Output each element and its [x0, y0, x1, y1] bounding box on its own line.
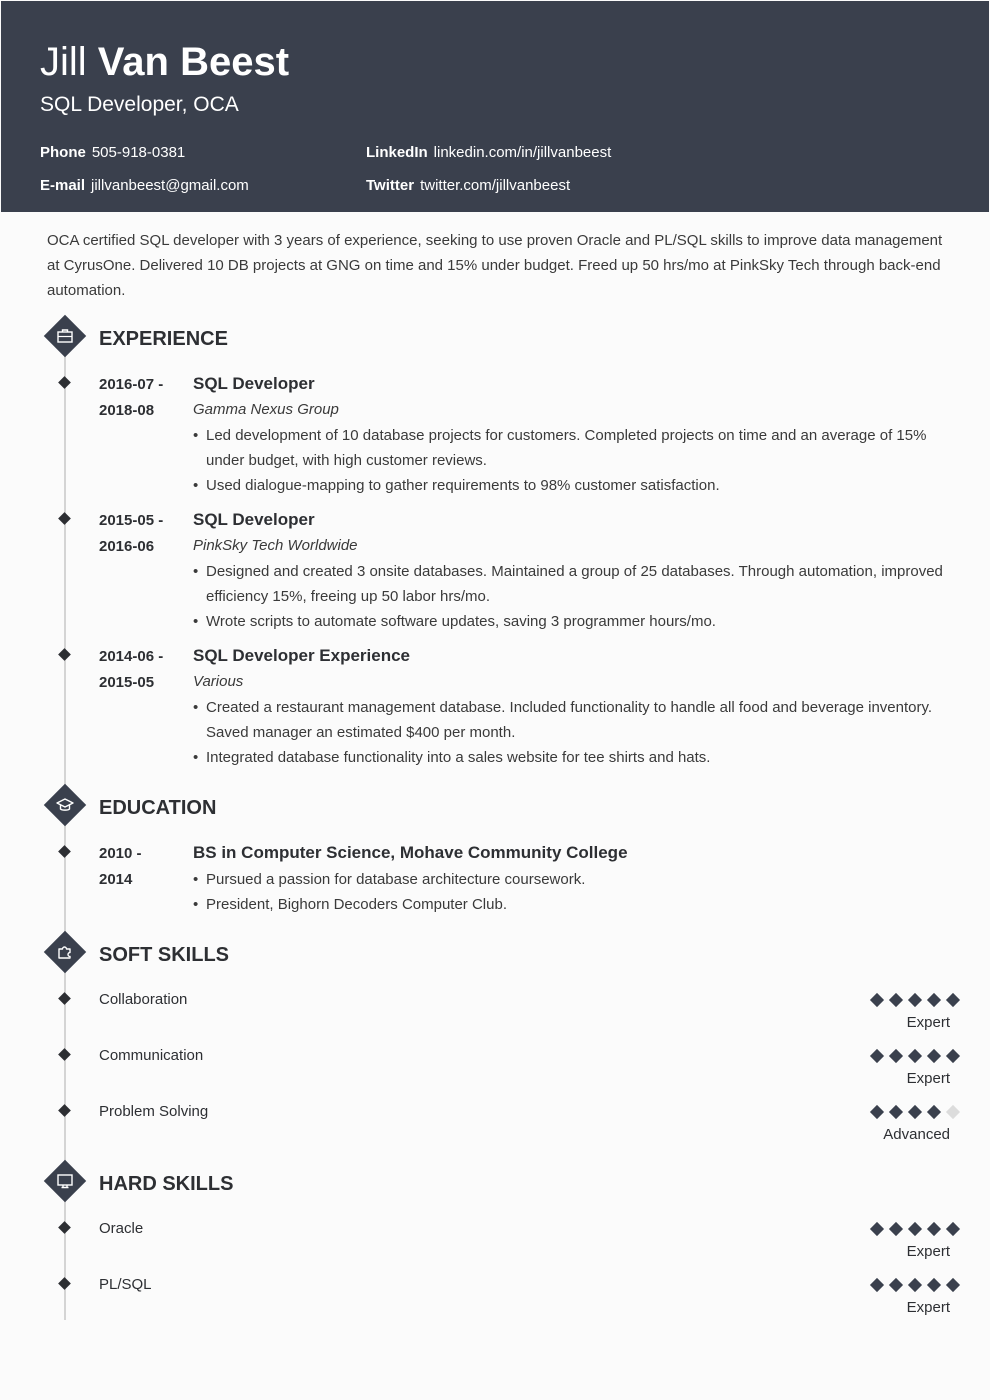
rating-diamond-filled	[870, 1278, 884, 1292]
bullet-item: • Led development of 10 database projects for customers. Completed projects on time and an average of 15% under budget, with high customer reviews.	[193, 423, 953, 473]
bullet-item: • Wrote scripts to automate software updates, saving 3 programmer hours/mo.	[193, 609, 953, 634]
bullet-item: • Used dialogue-mapping to gather requirements to 98% customer satisfaction.	[193, 473, 953, 498]
skill-name: PL/SQL	[99, 1276, 152, 1293]
position-title: SQL Developer Experience	[193, 646, 411, 665]
rating-diamond-filled	[889, 1049, 903, 1063]
position-title: SQL Developer	[193, 374, 315, 393]
company-name: Various	[193, 673, 244, 690]
education-entry	[193, 842, 953, 917]
rating-diamond-filled	[870, 1222, 884, 1236]
date-start: 2014-06 -	[99, 648, 164, 665]
phone-label: Phone	[40, 144, 86, 161]
timeline-dot	[58, 1221, 71, 1234]
rating-diamond-filled	[946, 1049, 960, 1063]
skill-rating	[850, 990, 950, 1010]
skill-level: Expert	[906, 1299, 950, 1316]
company-name: PinkSky Tech Worldwide	[193, 537, 358, 554]
degree-title: BS in Computer Science, Mohave Community College	[193, 843, 628, 862]
timeline-dot	[58, 1048, 71, 1061]
rating-diamond-filled	[927, 1049, 941, 1063]
briefcase-icon	[44, 315, 86, 357]
company-name: Gamma Nexus Group	[193, 401, 339, 418]
contact-linkedin	[366, 143, 611, 163]
graduation-cap-icon	[44, 784, 86, 826]
bullet-item: • Pursued a passion for database architecture coursework.	[193, 867, 953, 892]
rating-diamond-filled	[908, 1222, 922, 1236]
bullet-item: • Integrated database functionality into a sales website for tee shirts and hats.	[193, 745, 953, 770]
hard-skills-heading: HARD SKILLS	[99, 1173, 234, 1195]
job-entry	[193, 509, 953, 634]
job-date	[99, 644, 179, 696]
rating-diamond-filled	[946, 1278, 960, 1292]
monitor-icon	[44, 1160, 86, 1202]
contact-email	[40, 176, 249, 196]
rating-diamond-filled	[870, 1105, 884, 1119]
bullet-list	[193, 559, 953, 634]
skill-rating	[850, 1046, 950, 1066]
date-end: 2016-06	[99, 538, 155, 555]
position-title: SQL Developer	[193, 510, 315, 529]
bullet-list	[193, 695, 953, 770]
email-value[interactable]: jillvanbeest@gmail.com	[91, 177, 249, 194]
job-title: SQL Developer, OCA	[40, 93, 239, 116]
education-heading: EDUCATION	[99, 797, 217, 819]
skill-rating	[850, 1275, 950, 1295]
timeline-dot	[58, 648, 71, 661]
puzzle-icon	[44, 931, 86, 973]
job-entry	[193, 373, 953, 498]
rating-diamond-filled	[908, 1049, 922, 1063]
skill-level: Expert	[906, 1070, 950, 1087]
soft-skills-heading: SOFT SKILLS	[99, 944, 229, 966]
candidate-name	[40, 39, 289, 85]
skill-name: Problem Solving	[99, 1103, 209, 1120]
rating-diamond-filled	[908, 1105, 922, 1119]
bullet-item: • Designed and created 3 onsite databases. Maintained a group of 25 databases. Through automation, improved efficiency 15%, freeing up 50 labor hrs/mo.	[193, 559, 953, 609]
job-entry	[193, 645, 953, 770]
contact-phone	[40, 143, 185, 163]
phone-value: 505-918-0381	[91, 144, 186, 161]
skill-level: Expert	[906, 1014, 950, 1031]
rating-diamond-filled	[946, 993, 960, 1007]
date-start: 2015-05 -	[99, 512, 164, 529]
last-name: Van Beest	[97, 40, 290, 84]
rating-diamond-filled	[927, 1222, 941, 1236]
date-start: 2016-07 -	[99, 376, 164, 393]
rating-diamond-filled	[889, 1105, 903, 1119]
contact-twitter	[366, 176, 570, 196]
bullet-list	[193, 423, 953, 498]
rating-diamond-filled	[870, 993, 884, 1007]
resume-header	[1, 1, 989, 212]
date-start: 2010 -	[99, 845, 142, 862]
skill-level: Advanced	[883, 1126, 950, 1143]
rating-diamond-filled	[908, 1278, 922, 1292]
rating-diamond-filled	[927, 1278, 941, 1292]
timeline-dot	[58, 376, 71, 389]
date-end: 2018-08	[99, 402, 155, 419]
job-date	[99, 372, 179, 424]
timeline-dot	[58, 512, 71, 525]
rating-diamond-filled	[870, 1049, 884, 1063]
job-date	[99, 508, 179, 560]
rating-diamond-filled	[927, 1105, 941, 1119]
bullet-list	[193, 867, 953, 917]
timeline-dot	[58, 992, 71, 1005]
rating-diamond-filled	[889, 993, 903, 1007]
first-name: Jill	[40, 40, 87, 84]
rating-diamond-filled	[908, 993, 922, 1007]
rating-diamond-empty	[946, 1105, 960, 1119]
rating-diamond-filled	[946, 1222, 960, 1236]
skill-name: Communication	[99, 1047, 204, 1064]
skill-name: Oracle	[99, 1220, 144, 1237]
skill-rating	[850, 1219, 950, 1239]
twitter-label: Twitter	[366, 177, 415, 194]
bullet-item: • Created a restaurant management database. Included functionality to handle all food and beverage inventory. Saved manager an estimated $400 per month.	[193, 695, 953, 745]
email-label: E-mail	[40, 177, 86, 194]
bullet-item: • President, Bighorn Decoders Computer Club.	[193, 892, 953, 917]
timeline-dot	[58, 1277, 71, 1290]
rating-diamond-filled	[927, 993, 941, 1007]
edu-date	[99, 841, 179, 893]
rating-diamond-filled	[889, 1222, 903, 1236]
rating-diamond-filled	[889, 1278, 903, 1292]
experience-heading: EXPERIENCE	[99, 328, 228, 350]
skill-name: Collaboration	[99, 991, 188, 1008]
date-end: 2015-05	[99, 674, 155, 691]
skill-rating	[850, 1102, 950, 1122]
linkedin-value[interactable]: linkedin.com/in/jillvanbeest	[433, 144, 612, 161]
timeline-dot	[58, 1104, 71, 1117]
date-end: 2014	[99, 871, 133, 888]
twitter-value[interactable]: twitter.com/jillvanbeest	[420, 177, 571, 194]
skill-level: Expert	[906, 1243, 950, 1260]
summary-text: OCA certified SQL developer with 3 years of experience, seeking to use proven Oracle and PL/SQL skills to improve data management at CyrusOne. Delivered 10 DB projects at GNG on time and 15% under budget. Freed up 50 hrs/mo at PinkSky Tech through back-end automation.	[47, 232, 943, 299]
timeline-dot	[58, 845, 71, 858]
linkedin-label: LinkedIn	[366, 144, 428, 161]
